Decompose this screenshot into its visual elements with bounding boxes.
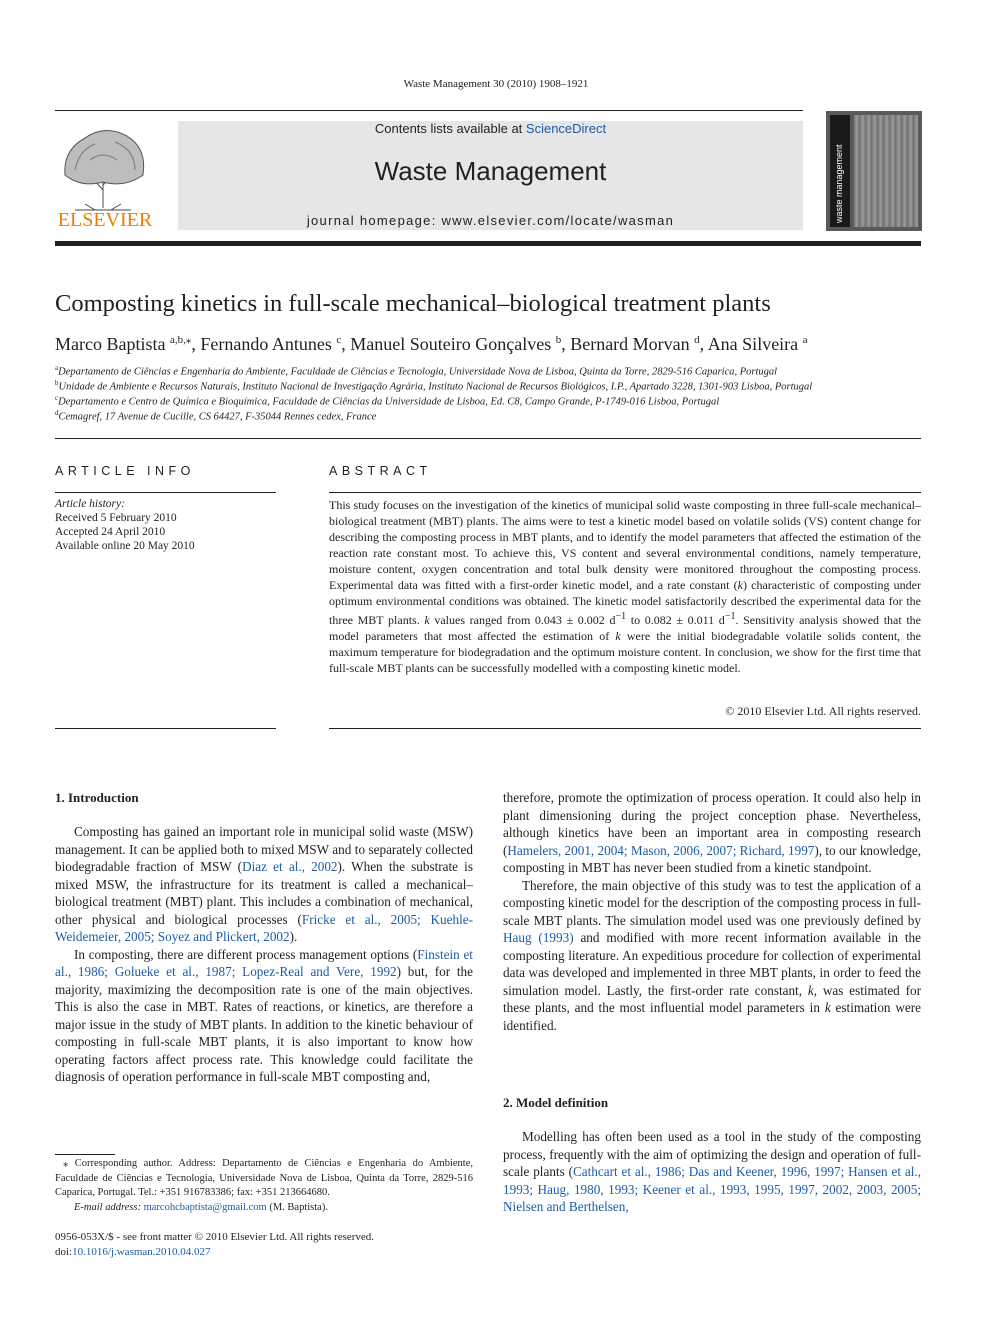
author-affil-mark[interactable]: c (336, 334, 342, 346)
email-suffix: (M. Baptista). (266, 1201, 328, 1213)
abstract-part: This study focuses on the investigation of the kinetics of municipal solid waste composting in three full-scale mechanical–biological treatment (MBT) plants. The aims were to test a kinetic model based on volatile solids (VS) content change for describing the composting process in MBT plants, and to identify the model parameters that affected the estimation of the reaction rate constant most. To achieve this, VS content and several environmental conditions, namely temperature, moisture content, oxygen concentration and total bulk density were monitored throughout the composting process. Experimental data was fitted with a first-order kinetic model, and a rate constant ( (329, 498, 921, 592)
text-run: ). (289, 929, 298, 944)
author-separator: , (561, 334, 571, 354)
affiliation (55, 379, 812, 393)
affiliation-mark: c (55, 394, 59, 402)
affiliation (55, 409, 376, 423)
text-run: , was estimated for these plants, and the most influential model parameters in (503, 982, 922, 1015)
citation-link[interactable]: Fricke et al., 2005; Kuehle-Weidemeier, 2005; Soyez and Plickert, 2002 (55, 911, 473, 944)
received-date: Received 5 February 2010 (55, 512, 177, 524)
author-name: Marco Baptista (55, 334, 166, 354)
abstract-part: were the initial biodegradable volatile solids content, the maximum temperature for biodegradation and the optimum moisture content. In conclusion, we show for the first time that full-scale MBT plants can be successfully modelled with a composting kinetic model. (329, 629, 921, 675)
email-label: E-mail address: (74, 1201, 144, 1213)
doi-line (55, 1245, 211, 1260)
citation-link[interactable]: Cathcart et al., 1986; Das and Keener, 1996, 1997; Hansen et al., 1993; Haug, 1980, 1993; Keener et al., 1993, 1995, 1997, 2002, 2003, 2005; Nielsen and Berthelsen, (503, 1164, 921, 1214)
article-info-rule (55, 492, 276, 493)
abstract-symbol: k (424, 613, 430, 627)
journal-citation: Waste Management 30 (2010) 1908–1921 (403, 78, 589, 90)
history-label: Article history: (55, 498, 125, 510)
doi-label: doi: (55, 1246, 73, 1258)
article-title: Composting kinetics in full-scale mechanical–biological treatment plants (55, 290, 771, 317)
online-date: Available online 20 May 2010 (55, 540, 195, 552)
abstract-symbol: k (737, 578, 743, 592)
paragraph (55, 946, 473, 1086)
journal-title: Waste Management (374, 156, 607, 186)
author-name: Fernando Antunes (200, 334, 332, 354)
section-heading-introduction: 1. Introduction (55, 790, 139, 805)
issn-line: 0956-053X/$ - see front matter © 2010 Elsevier Ltd. All rights reserved. (55, 1231, 375, 1243)
affiliation-text: Unidade de Ambiente e Recursos Naturais, Instituto Nacional de Investigação Agrária, Instituto Nacional de Recursos Biológicos, I.P., Apartado 3228, 1301-903 Lisboa, Portugal (58, 381, 813, 393)
abstract-text (329, 497, 921, 676)
paragraph (503, 877, 921, 1035)
math-symbol: k (824, 1000, 831, 1015)
affiliation-mark: a (55, 364, 59, 372)
abstract-part: ) characteristic of composting under optimum environmental conditions was obtained. The kinetic model satisfactorily described the experimental data for the three MBT plants. (329, 578, 921, 627)
text-run: Composting has gained an important role in municipal solid waste (MSW) management. It can be applied both to mixed MSW and to separately collected biodegradable fraction of MSW ( (55, 824, 473, 874)
abstract-rule (329, 492, 921, 493)
author-affil-mark[interactable]: d (694, 334, 700, 346)
text-run: estimation were identified. (503, 1000, 921, 1033)
publisher-name: ELSEVIER (57, 209, 153, 231)
affiliation-mark: b (55, 379, 59, 387)
paragraph (55, 823, 473, 946)
doi-link[interactable]: 10.1016/j.wasman.2010.04.027 (72, 1246, 211, 1258)
author-list (55, 333, 808, 355)
abstract-part: to 0.082 ± 0.011 d (626, 613, 725, 627)
abstract-exponent: −1 (724, 611, 736, 622)
author-affil-mark[interactable]: a (802, 334, 808, 346)
journal-cover-image (826, 111, 922, 231)
text-run: and modified with more recent information available in the composting literature. An expeditious procedure for collection of experimental data was developed and implemented in three MBT plants, in order to feed the simulation model. Lastly, the first-order rate constant, (503, 930, 921, 998)
email-line (55, 1201, 473, 1216)
abstract-copyright: © 2010 Elsevier Ltd. All rights reserved. (725, 704, 921, 718)
math-symbol: k (807, 982, 814, 998)
author-separator: , (699, 334, 708, 354)
abstract-exponent: −1 (615, 611, 627, 622)
article-info-heading: ARTICLE INFO (55, 464, 195, 478)
citation-link[interactable]: Finstein et al., 1986; Golueke et al., 1987; Lopez-Real and Vere, 1992 (55, 946, 473, 979)
email-link[interactable]: marcohcbaptista@gmail.com (143, 1201, 267, 1213)
affiliation-mark: d (55, 409, 59, 417)
header-thick-rule (55, 241, 921, 246)
author-separator: , (191, 334, 201, 354)
abstract-part: . Sensitivity analysis showed that the model parameters that most affected the estimation of (329, 613, 922, 643)
contents-prefix: Contents lists available at (374, 121, 526, 136)
affiliation-text: Cemagref, 17 Avenue de Cucille, CS 64427, F-35044 Rennes cedex, France (58, 411, 377, 423)
author-affil-mark[interactable]: a,b,⁎ (169, 334, 192, 346)
footnote-rule (55, 1154, 115, 1155)
footnote (55, 1157, 473, 1215)
affiliation (55, 394, 719, 408)
text-run: ). When the substrate is mixed MSW, the infrastructure for its treatment is called a mechanical–biological treatment (MBT) plant. This includes a combination of mechanical, other physical and biological processes ( (55, 859, 473, 927)
accepted-date: Accepted 24 April 2010 (55, 526, 166, 538)
abstract-part: values ranged from 0.043 ± 0.002 d (429, 613, 616, 627)
affiliation-text: Departamento de Ciências e Engenharia do Ambiente, Faculdade de Ciências e Tecnologia, Universidade Nova de Lisboa, Quinta da Torre, 2829-516 Caparica, Portugal (58, 366, 778, 378)
affiliation (55, 364, 777, 378)
citation-link[interactable]: Hamelers, 2001, 2004; Mason, 2006, 2007; Richard, 1997 (507, 842, 815, 858)
journal-homepage[interactable]: journal homepage: www.elsevier.com/locate/wasman (306, 213, 675, 228)
author-separator: , (341, 334, 351, 354)
text-run: ), to our knowledge, composting in MBT has never been studied from a kinetic standpoint. (503, 842, 921, 875)
text-run: Modelling has often been used as a tool in the study of the composting process, frequently with the aim of optimizing the design and operation of full-scale plants ( (503, 1129, 921, 1179)
abstract-symbol: k (615, 629, 621, 643)
elsevier-logo (55, 120, 155, 232)
affiliation-text: Departamento e Centro de Química e Bioquímica, Faculdade de Ciências da Universidade de Lisboa, Ed. C8, Campo Grande, P-1749-016 Lisboa, Portugal (58, 396, 720, 408)
header-rule (55, 110, 803, 111)
citation-link[interactable]: Haug (1993) (503, 930, 574, 945)
paragraph (503, 789, 921, 877)
left-column-text (55, 823, 473, 1086)
author-affil-mark[interactable]: b (555, 334, 562, 346)
contents-line (178, 121, 803, 136)
section-heading-model-definition: 2. Model definition (503, 1095, 609, 1110)
right-column-text-2 (503, 1128, 921, 1216)
sciencedirect-link[interactable]: ScienceDirect (525, 121, 607, 136)
corresponding-author-note: ⁎ Corresponding author. Address: Departamento de Ciências e Engenharia do Ambiente, Faculdade de Ciências e Tecnologia, Universidade Nova de Lisboa, Quinta da Torre, 2829-516 Caparica, Portugal. Tel.: +351 916783386; fax: +351 213664680. (55, 1158, 473, 1198)
text-run: therefore, promote the optimization of process operation. It could also help in plant dimensioning during the project conception phase. Nevertheless, although kinetics have been an important area in composting research ( (503, 790, 921, 858)
text-run: In composting, there are different process management options ( (74, 946, 418, 962)
abstract-heading: ABSTRACT (329, 464, 432, 478)
article-info-bottom-rule (55, 728, 276, 729)
text-run: Therefore, the main objective of this study was to test the application of a composting kinetic model for the description of the composting process in full-scale MBT plants. The simulation model used was one previously defined by (503, 877, 921, 928)
right-column-text (503, 789, 921, 1034)
section-divider (55, 438, 921, 439)
author-name: Bernard Morvan (570, 334, 690, 354)
author-name: Manuel Souteiro Gonçalves (350, 334, 552, 354)
paragraph (503, 1128, 921, 1216)
cover-title: waste management (834, 144, 844, 223)
text-run: ) but, for the majority, maximizing the decomposition rate is one of the main objectives. This is also the case in MBT. Rates of reactions, or kinetics, are therefore a major issue in the study of MBT plants. In addition to the kinetic behaviour of composting in full-scale MBT plants, it is also important to know how operating factors affect process rate. This knowledge could facilitate the diagnosis of operation performance in full-scale MBT composting and, (55, 964, 474, 1084)
citation-link[interactable]: Diaz et al., 2002 (242, 859, 338, 874)
author-name: Ana Silveira (707, 334, 799, 354)
abstract-bottom-rule (329, 728, 921, 729)
